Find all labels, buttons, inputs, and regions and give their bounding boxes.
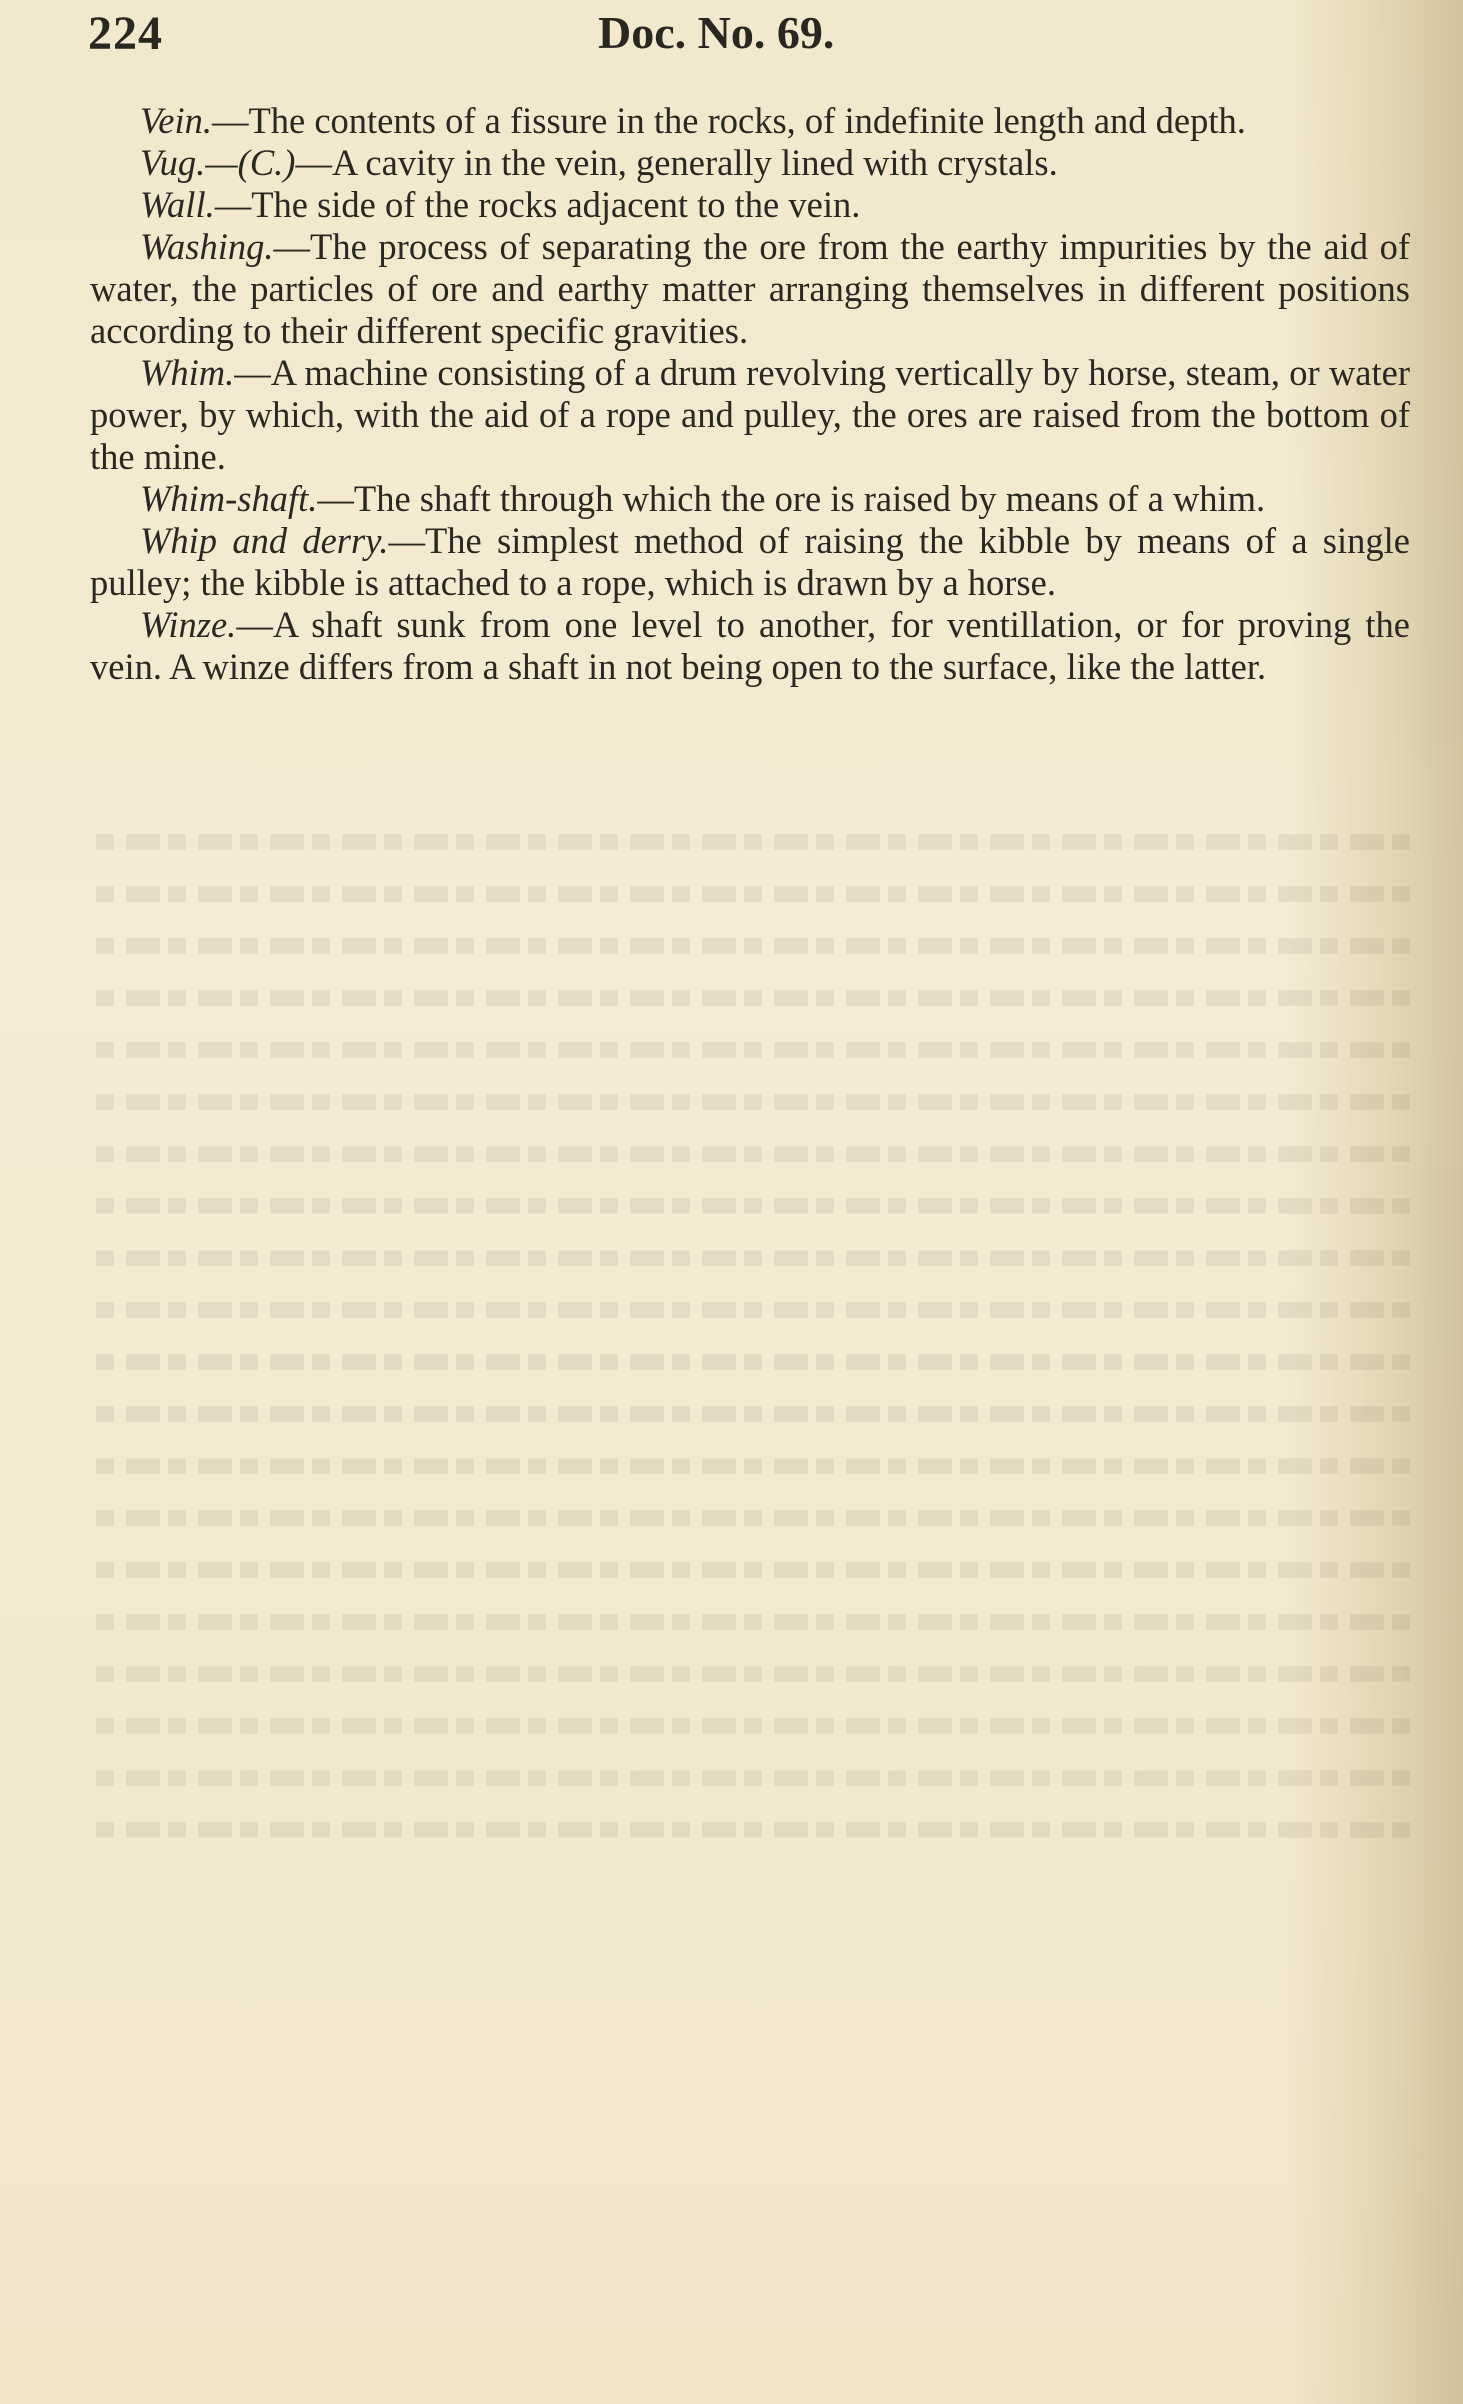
entry-term: Whip and derry.	[140, 520, 389, 561]
entry-term: Whim-shaft.	[140, 478, 318, 519]
glossary-entry	[90, 352, 1410, 478]
bleed-line	[90, 1718, 1410, 1733]
glossary-entry	[90, 142, 1410, 184]
bleed-line	[90, 1458, 1410, 1473]
glossary-entry	[90, 226, 1410, 352]
entry-term: Vein.	[140, 100, 212, 141]
entry-term: Winze.	[140, 604, 237, 645]
entry-definition: —A shaft sunk from one level to another, for ventillation, or for proving the vein. A winze differs from a shaft in not being open to the surface, like the latter.	[90, 604, 1410, 687]
bleed-line	[90, 1770, 1410, 1785]
entry-term: Washing.	[140, 226, 274, 267]
glossary-entry	[90, 100, 1410, 142]
bleed-line	[90, 1354, 1410, 1369]
glossary-entries	[90, 100, 1410, 688]
bleed-line	[90, 1042, 1410, 1057]
page-number: 224	[88, 7, 163, 60]
entry-definition: —A machine consisting of a drum revolving vertically by horse, steam, or water power, by which, with the aid of a rope and pulley, the ores are raised from the bottom of the mine.	[90, 352, 1410, 477]
bleed-line	[90, 990, 1410, 1005]
glossary-entry	[90, 478, 1410, 520]
show-through-texture	[90, 820, 1410, 2120]
bleed-line	[90, 1562, 1410, 1577]
bleed-line	[90, 1094, 1410, 1109]
bleed-line	[90, 1614, 1410, 1629]
bleed-line	[90, 886, 1410, 901]
glossary-entry	[90, 184, 1410, 226]
bleed-line	[90, 1406, 1410, 1421]
page-header	[88, 6, 1403, 66]
entry-definition: —The process of separating the ore from the earthy impurities by the aid of water, the particles of ore and earthy matter arranging themselves in different positions according to their different specific gravities.	[90, 226, 1410, 351]
bleed-line	[90, 1198, 1410, 1213]
entry-term: Vug.—(C.)	[140, 142, 296, 183]
running-head: Doc. No. 69.	[598, 7, 835, 58]
entry-definition: —The contents of a fissure in the rocks, of indefinite length and depth.	[211, 100, 1246, 141]
entry-term: Wall.	[140, 184, 215, 225]
glossary-entry	[90, 520, 1410, 604]
entry-definition: —A cavity in the vein, generally lined with crystals.	[295, 142, 1058, 183]
bleed-line	[90, 1510, 1410, 1525]
bleed-line	[90, 1822, 1410, 1837]
bleed-line	[90, 938, 1410, 953]
glossary-entry	[90, 604, 1410, 688]
bleed-line	[90, 1666, 1410, 1681]
entry-term: Whim.	[140, 352, 235, 393]
bleed-line	[90, 1146, 1410, 1161]
bleed-line	[90, 1302, 1410, 1317]
entry-definition: —The side of the rocks adjacent to the vein.	[214, 184, 861, 225]
entry-definition: —The simplest method of raising the kibble by means of a single pulley; the kibble is attached to a rope, which is drawn by a horse.	[90, 520, 1410, 603]
bleed-line	[90, 1250, 1410, 1265]
bleed-line	[90, 834, 1410, 849]
entry-definition: —The shaft through which the ore is raised by means of a whim.	[317, 478, 1266, 519]
